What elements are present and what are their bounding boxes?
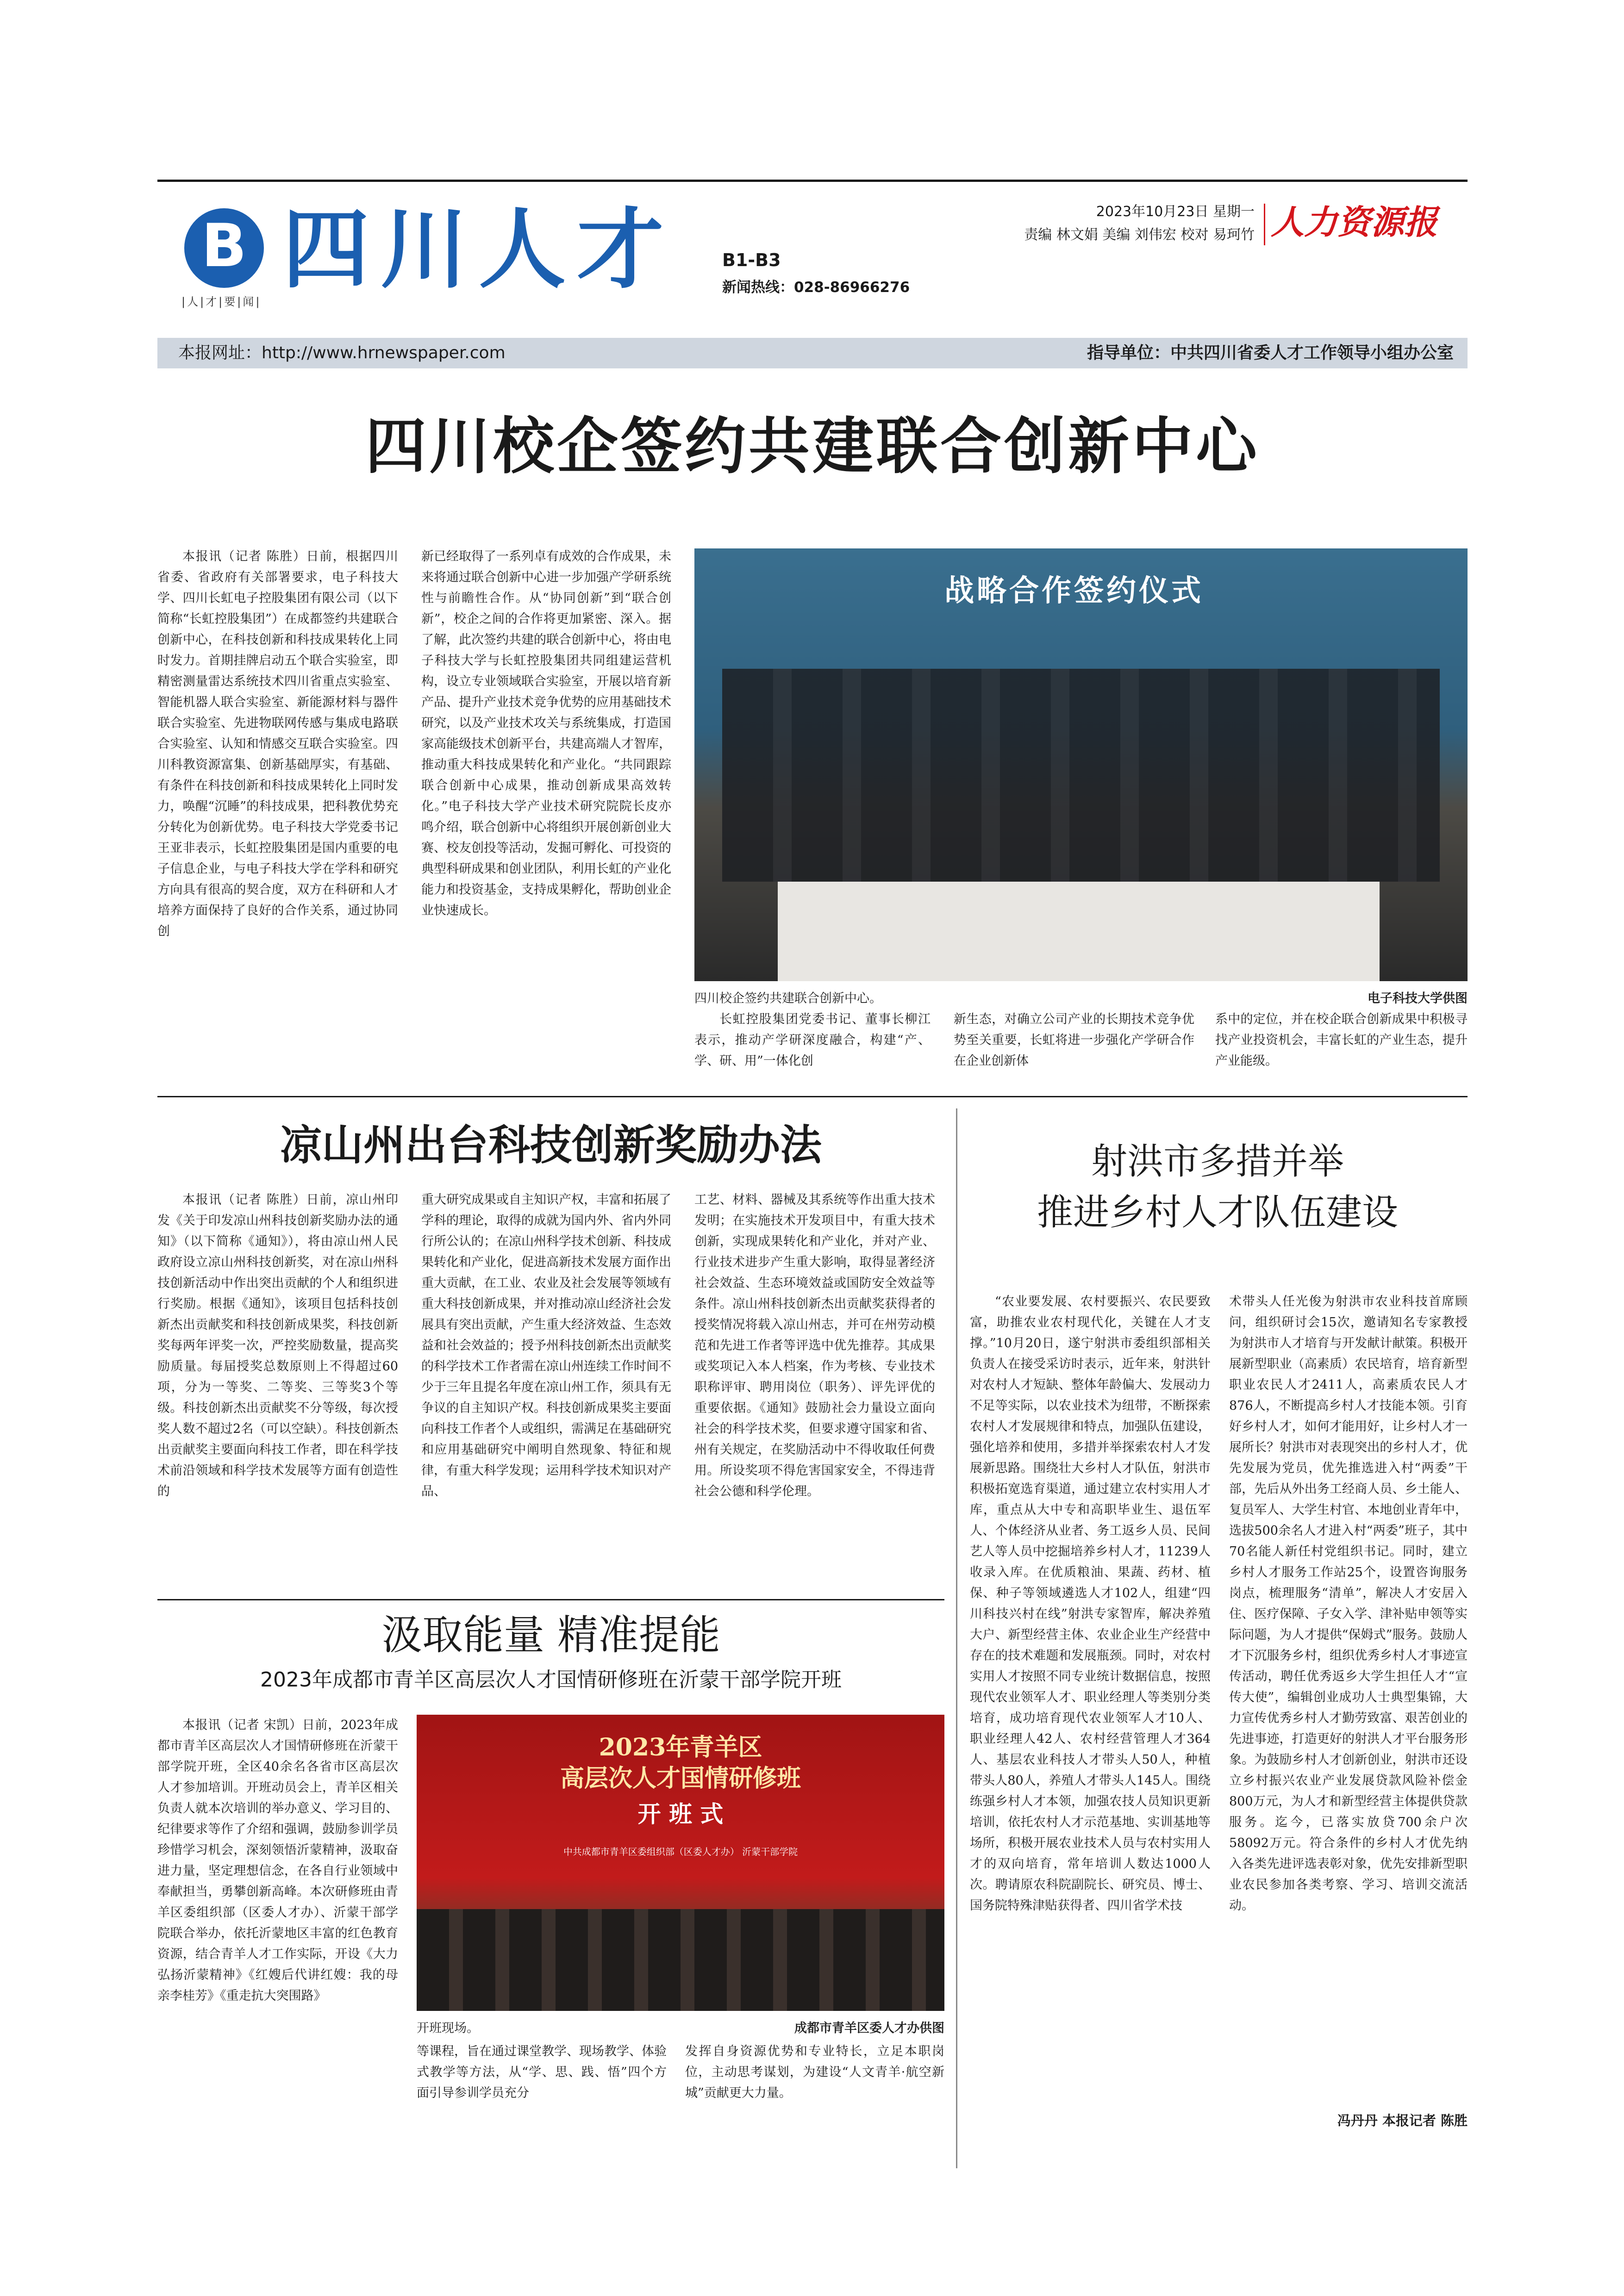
date-line: 2023年10月23日 星期一 — [1096, 204, 1255, 220]
photo-table — [778, 882, 1380, 981]
article1-col4: 新生态，对确立公司产业的长期技术竞争优势至关重要，长虹将进一步强化产学研合作在企业创新体 — [954, 1012, 1194, 1068]
article2-headline: 凉山州出台科技创新奖励办法 — [280, 1121, 822, 1170]
article4-photo-caption: 开班现场。 — [417, 2021, 479, 2035]
article2-col3: 工艺、材料、器械及其系统等作出重大技术发明；在实施技术开发项目中，有重大技术创新，实现成果转化和产业化，并对产业、行业技术进步产生重大影响，取得显著经济社会效益、生态环境效益或国防安全效益等条件。凉山州科技创新杰出贡献奖获得者的授奖情况将载入凉山州志，并可在州劳动模范和先进工作者等评选中优先推荐。其成果或奖项记入本人档案，作为考核、专业技术职称评审、聘用岗位（职务）、评先评优的重要依据。《通知》鼓励社会力量设立面向社会的科学技术奖，但要求遵守国家和省、州有关规定，在奖励活动中不得收取任何费用。所设奖项不得危害国家安全，不得违背社会公德和科学伦理。 — [694, 1193, 935, 1499]
vertical-divider — [956, 1108, 957, 2168]
masthead-top-rule — [157, 180, 1468, 182]
photo-audience — [417, 1909, 944, 2011]
article1-photo-credit: 电子科技大学供图 — [1368, 991, 1468, 1006]
photo-banner-text: 战略合作签约仪式 — [944, 574, 1204, 608]
article1-col1: 本报讯（记者 陈胜）日前，根据四川省委、省政府有关部署要求，电子科技大学、四川长虹电子控股集团有限公司（以下简称“长虹控股集团”）在成都签约共建联合创新中心，在科技创新和科技成果转化上同时发力。首期挂牌启动五个联合实验室，即精密测量雷达系统技术四川省重点实验室、智能机器人联合实验室、新能源材料与器件联合实验室、先进物联网传感与集成电路联合实验室、认知和情感交互联合实验室。四川科教资源富集、创新基础厚实，有基础、有条件在科技创新和科技成果转化上同时发力，唤醒“沉睡”的科技成果，把科教优势充分转化为创新优势。电子科技大学党委书记王亚非表示，长虹控股集团是国内重要的电子信息企业，与电子科技大学在学科和研究方向具有很高的契合度，双方在科研和人才培养方面保持了良好的合作关系，通过协同创 — [157, 549, 398, 939]
masthead-vertical-divider — [1264, 204, 1265, 245]
article2-col1: 本报讯（记者 陈胜）日前，凉山州印发《关于印发凉山州科技创新奖励办法的通知》（以下简称《通知》），将由凉山州人民政府设立凉山州科技创新奖，对在凉山州科技创新活动中作出突出贡献的个人和组织进行奖励。根据《通知》，该项目包括科技创新杰出贡献奖和科技创新成果奖，科技创新奖每两年评奖一次，严控奖励数量，提高奖励质量。每届授奖总数原则上不得超过60项，分为一等奖、二等奖、三等奖3个等级。科技创新杰出贡献奖不分等级，每次授奖人数不超过2名（可以空缺）。科技创新杰出贡献奖主要面向科技工作者，即在科学技术前沿领域和科学技术发展等方面有创造性的 — [157, 1193, 398, 1499]
article4-headline: 汲取能量 精准提能 — [381, 1611, 720, 1659]
article1-headline: 四川校企签约共建联合创新中心 — [365, 411, 1260, 482]
photo-title-4: 中共成都市青羊区委组织部（区委人才办） 沂蒙干部学院 — [563, 1846, 798, 1857]
article4-photo — [417, 1715, 944, 2011]
article1-col5: 系中的定位，并在校企联合创新成果中积极寻找产业投资机会，丰富长虹的产业生态，提升产业能级。 — [1215, 1012, 1468, 1068]
photo-title-2: 高层次人才国情研修班 — [560, 1764, 801, 1792]
article3-headline-line1: 射洪市多措并举 — [1091, 1141, 1344, 1182]
article4-col1: 本报讯（记者 宋凯）日前，2023年成都市青羊区高层次人才国情研修班在沂蒙干部学院开班，全区40余名各省市区高层次人才参加培训。开班动员会上，青羊区相关负责人就本次培训的举办意义、学习目的、纪律要求等作了介绍和强调，鼓励参训学员珍惜学习机会，深刻领悟沂蒙精神，汲取奋进力量，坚定理想信念，在各自行业领域中奉献担当，勇攀创新高峰。本次研修班由青羊区委组织部（区委人才办）、沂蒙干部学院联合举办，依托沂蒙地区丰富的红色教育资源，结合青羊人才工作实际，开设《大力弘扬沂蒙精神》《红嫂后代讲红嫂：我的母亲李桂芳》《重走抗大突围路》 — [157, 1718, 398, 2003]
article4-photo-credit: 成都市青羊区委人才办供图 — [794, 2021, 944, 2035]
page-range: B1-B3 — [722, 250, 781, 270]
website-link[interactable]: 本报网址：http://www.hrnewspaper.com — [178, 343, 506, 362]
article1-photo — [694, 548, 1468, 981]
photo-people-row — [722, 669, 1440, 882]
article1-col3: 长虹控股集团党委书记、董事长柳江表示，推动产学研深度融合，构建“产、学、研、用”一体化创 — [694, 1012, 931, 1068]
photo-title-3: 开 班 式 — [637, 1800, 724, 1828]
article4-subhead: 2023年成都市青羊区高层次人才国情研修班在沂蒙干部学院开班 — [260, 1668, 842, 1692]
article1-photo-caption: 四川校企签约共建联合创新中心。 — [694, 991, 882, 1006]
article4-col2: 等课程，旨在通过课堂教学、现场教学、体验式教学等方法，从“学、思、践、悟”四个方面引导参训学员充分 — [417, 2044, 667, 2100]
section-title: 四川人才 — [282, 199, 675, 300]
section-divider — [157, 1096, 1468, 1097]
staff-line: 责编 林文娟 美编 刘伟宏 校对 易珂竹 — [1024, 227, 1255, 243]
article4-top-rule — [157, 1599, 944, 1600]
photo-title-1: 2023年青羊区 — [599, 1733, 762, 1761]
news-hotline: 新闻热线：028-86966276 — [722, 279, 910, 296]
guidance-unit: 指导单位：中共四川省委人才工作领导小组办公室 — [1087, 343, 1454, 362]
article3-headline-line2: 推进乡村人才队伍建设 — [1037, 1192, 1398, 1233]
article2-col2: 重大研究成果或自主知识产权，丰富和拓展了学科的理论，取得的成就为国内外、省内外同行所公认的；在凉山州科学技术创新、科技成果转化和产业化，促进高新技术发展方面作出重大贡献，在工业、农业及社会发展等领域有重大科技创新成果，并对推动凉山经济社会发展具有突出贡献，产生重大经济效益、生态效益和社会效益的；授予州科技创新杰出贡献奖的科学技术工作者需在凉山州连续工作时间不少于三年且提名年度在凉山州工作，须具有无争议的自主知识产权。科技创新成果奖主要面向科技工作者个人或组织，需满足在基础研究和应用基础研究中阐明自然现象、特征和规律，有重大科学发现；运用科学技术知识对产品、 — [421, 1193, 671, 1499]
section-badge-letter: B — [201, 212, 247, 280]
section-badge-sub: |人|才|要|闻| — [181, 295, 262, 308]
article1-col2: 新已经取得了一系列卓有成效的合作成果，未来将通过联合创新中心进一步加强产学研系统性与前瞻性合作。从“协同创新”到“联合创新”，校企之间的合作将更加紧密、深入。据了解，此次签约共建的联合创新中心，将由电子科技大学与长虹控股集团共同组建运营机构，设立专业领域联合实验室，开展以培育新产品、提升产业技术竞争优势的应用基础技术研究，以及产业技术攻关与系统集成，打造国家高能级技术创新平台，共建高端人才智库，推动重大科技成果转化和产业化。“共同跟踪联合创新中心成果，推动创新成果高效转化。”电子科技大学产业技术研究院院长皮亦鸣介绍，联合创新中心将组织开展创新创业大赛、校友创投等活动，发掘可孵化、可投资的典型科研成果和创业团队，利用长虹的产业化能力和投资基金，支持成果孵化，帮助创业企业快速成长。 — [421, 549, 671, 918]
article4-col3: 发挥自身资源优势和专业特长，立足本职岗位，主动思考谋划，为建设“人文青羊·航空新城”贡献更大力量。 — [685, 2044, 944, 2100]
paper-name-logo: 人力资源报 — [1271, 202, 1438, 242]
article3-col1: “农业要发展、农村要振兴、农民要致富，助推农业农村现代化，关键在人才支撑。”10月20日，遂宁射洪市委组织部相关负责人在接受采访时表示，近年来，射洪针对农村人才短缺、整体年龄偏大、发展动力不足等实际，以农业技术为纽带，不断探索农村人才发展规律和特点，加强队伍建设，强化培养和使用，多措并举探索农村人才发展新思路。围绕壮大乡村人才队伍，射洪市积极拓宽选育渠道，通过建立农村实用人才库，重点从大中专和高职毕业生、退伍军人、个体经济从业者、务工返乡人员、民间艺人等人员中挖掘培养乡村人才，11239人收录入库。在优质粮油、果蔬、药材、植保、种子等领域遴选人才102人，组建“四川科技兴村在线”射洪专家智库，解决养殖大户、新型经营主体、农业企业生产经营中存在的技术难题和发展瓶颈。同时，对农村实用人才按照不同专业统计数据信息，按照现代农业领军人才、职业经理人等类别分类培育，成功培育现代农业领军人才10人、职业经理人42人、农村经营管理人才364人、基层农业科技人才带头人50人，种植带头人80人，养殖人才带头人145人。围绕练强乡村人才本领，加强农技人员知识更新培训，依托农村人才示范基地、实训基地等场所，积极开展农业技术人员与农村实用人才的双向培育，常年培训人数达1000人次。聘请原农科院副院长、研究员、博士、国务院特殊津贴获得者、四川省学术技 — [970, 1294, 1211, 1913]
article3-byline: 冯丹丹 本报记者 陈胜 — [1337, 2113, 1468, 2128]
article3-col2: 术带头人任光俊为射洪市农业科技首席顾问，组织研讨会15次，邀请知名专家教授为射洪市人才培育与开发献计献策。积极开展新型职业（高素质）农民培育，培育新型职业农民人才2411人，高素质农民人才876人，不断提高乡村人才技能本领。引育好乡村人才，如何才能用好，让乡村人才一展所长？射洪市对表现突出的乡村人才，优先发展为党员，优先推选进入村“两委”干部，先后从外出务工经商人员、乡土能人、复员军人、大学生村官、本地创业青年中，选拔500余名人才进入村“两委”班子，其中70名能人新任村党组织书记。同时，建立乡村人才服务工作站25个，设置咨询服务岗点，梳理服务“清单”，解决人才安居入住、医疗保障、子女入学、津补贴申领等实际问题，为人才提供“保姆式”服务。鼓励人才下沉服务乡村，组织优秀乡村人才事迹宣传活动，聘任优秀返乡大学生担任人才“宣传大使”，编辑创业成功人士典型集锦，大力宣传优秀乡村人才勤劳致富、艰苦创业的先进事迹，打造更好的射洪人才平台服务形象。为鼓励乡村人才创新创业，射洪市还设立乡村振兴农业产业发展贷款风险补偿金800万元，为人才和新型经营主体提供贷款服务。迄今，已落实放贷700余户次58092万元。符合条件的乡村人才优先纳入各类先进评选表彰对象，优先安排新型职业农民参加各类考察、学习、培训交流活动。 — [1229, 1294, 1468, 1913]
